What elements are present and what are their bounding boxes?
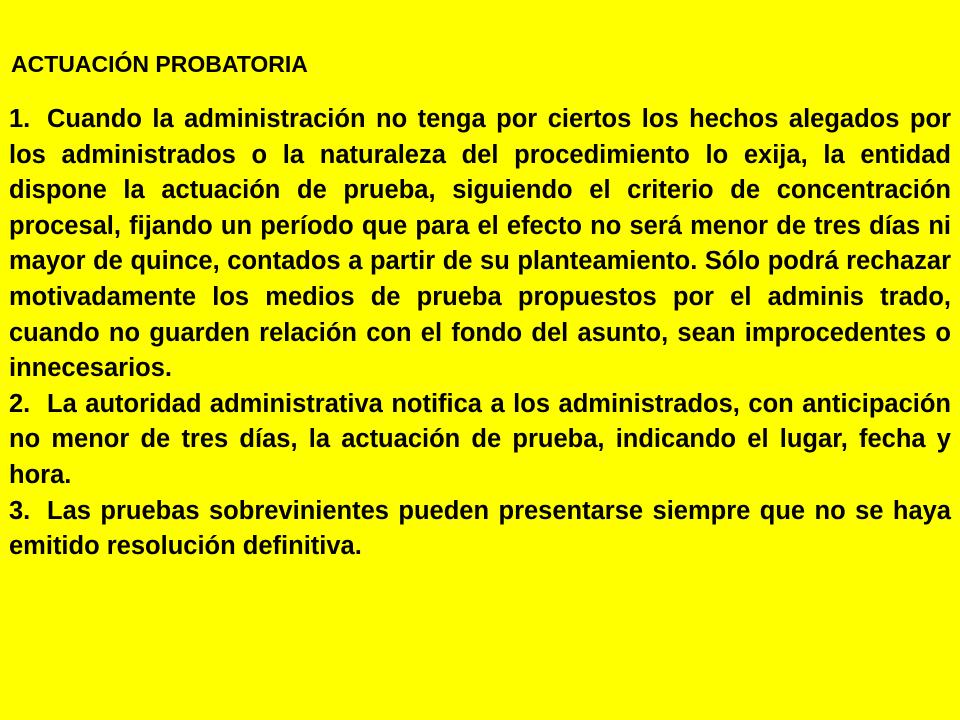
paragraph-number: 1. bbox=[9, 105, 31, 133]
slide-body bbox=[9, 102, 951, 565]
paragraph-number: 2. bbox=[9, 389, 31, 418]
paragraph-2 bbox=[9, 387, 951, 494]
paragraph-text: Cuando la administración no tenga por ciertos los hechos alegados por los administrados o la naturaleza del procedimiento lo exija, la entidad dispone la actuación de prueba, siguiendo el criterio de concentración procesal, fijando un período que para el efecto no será menor de tres días ni mayor de quince, contados a partir de su planteamiento. Sólo podrá rechazar motivadamente los medios de prueba propuestos por el adminis trado, cuando no guarden relación con el fondo del asunto, sean improcedentes o innecesarios. bbox=[9, 105, 951, 383]
paragraph-number: 3. bbox=[9, 496, 31, 525]
slide-title: ACTUACIÓN PROBATORIA bbox=[11, 51, 308, 77]
paragraph-3 bbox=[9, 494, 951, 565]
paragraph-text: Las pruebas sobrevinientes pueden presentarse siempre que no se haya emitido resolución definitiva. bbox=[9, 496, 951, 561]
paragraph-text: La autoridad administrativa notifica a los administrados, con anticipación no menor de tres días, la actuación de prueba, indicando el lugar, fecha y hora. bbox=[9, 389, 951, 489]
paragraph-1 bbox=[9, 102, 951, 387]
